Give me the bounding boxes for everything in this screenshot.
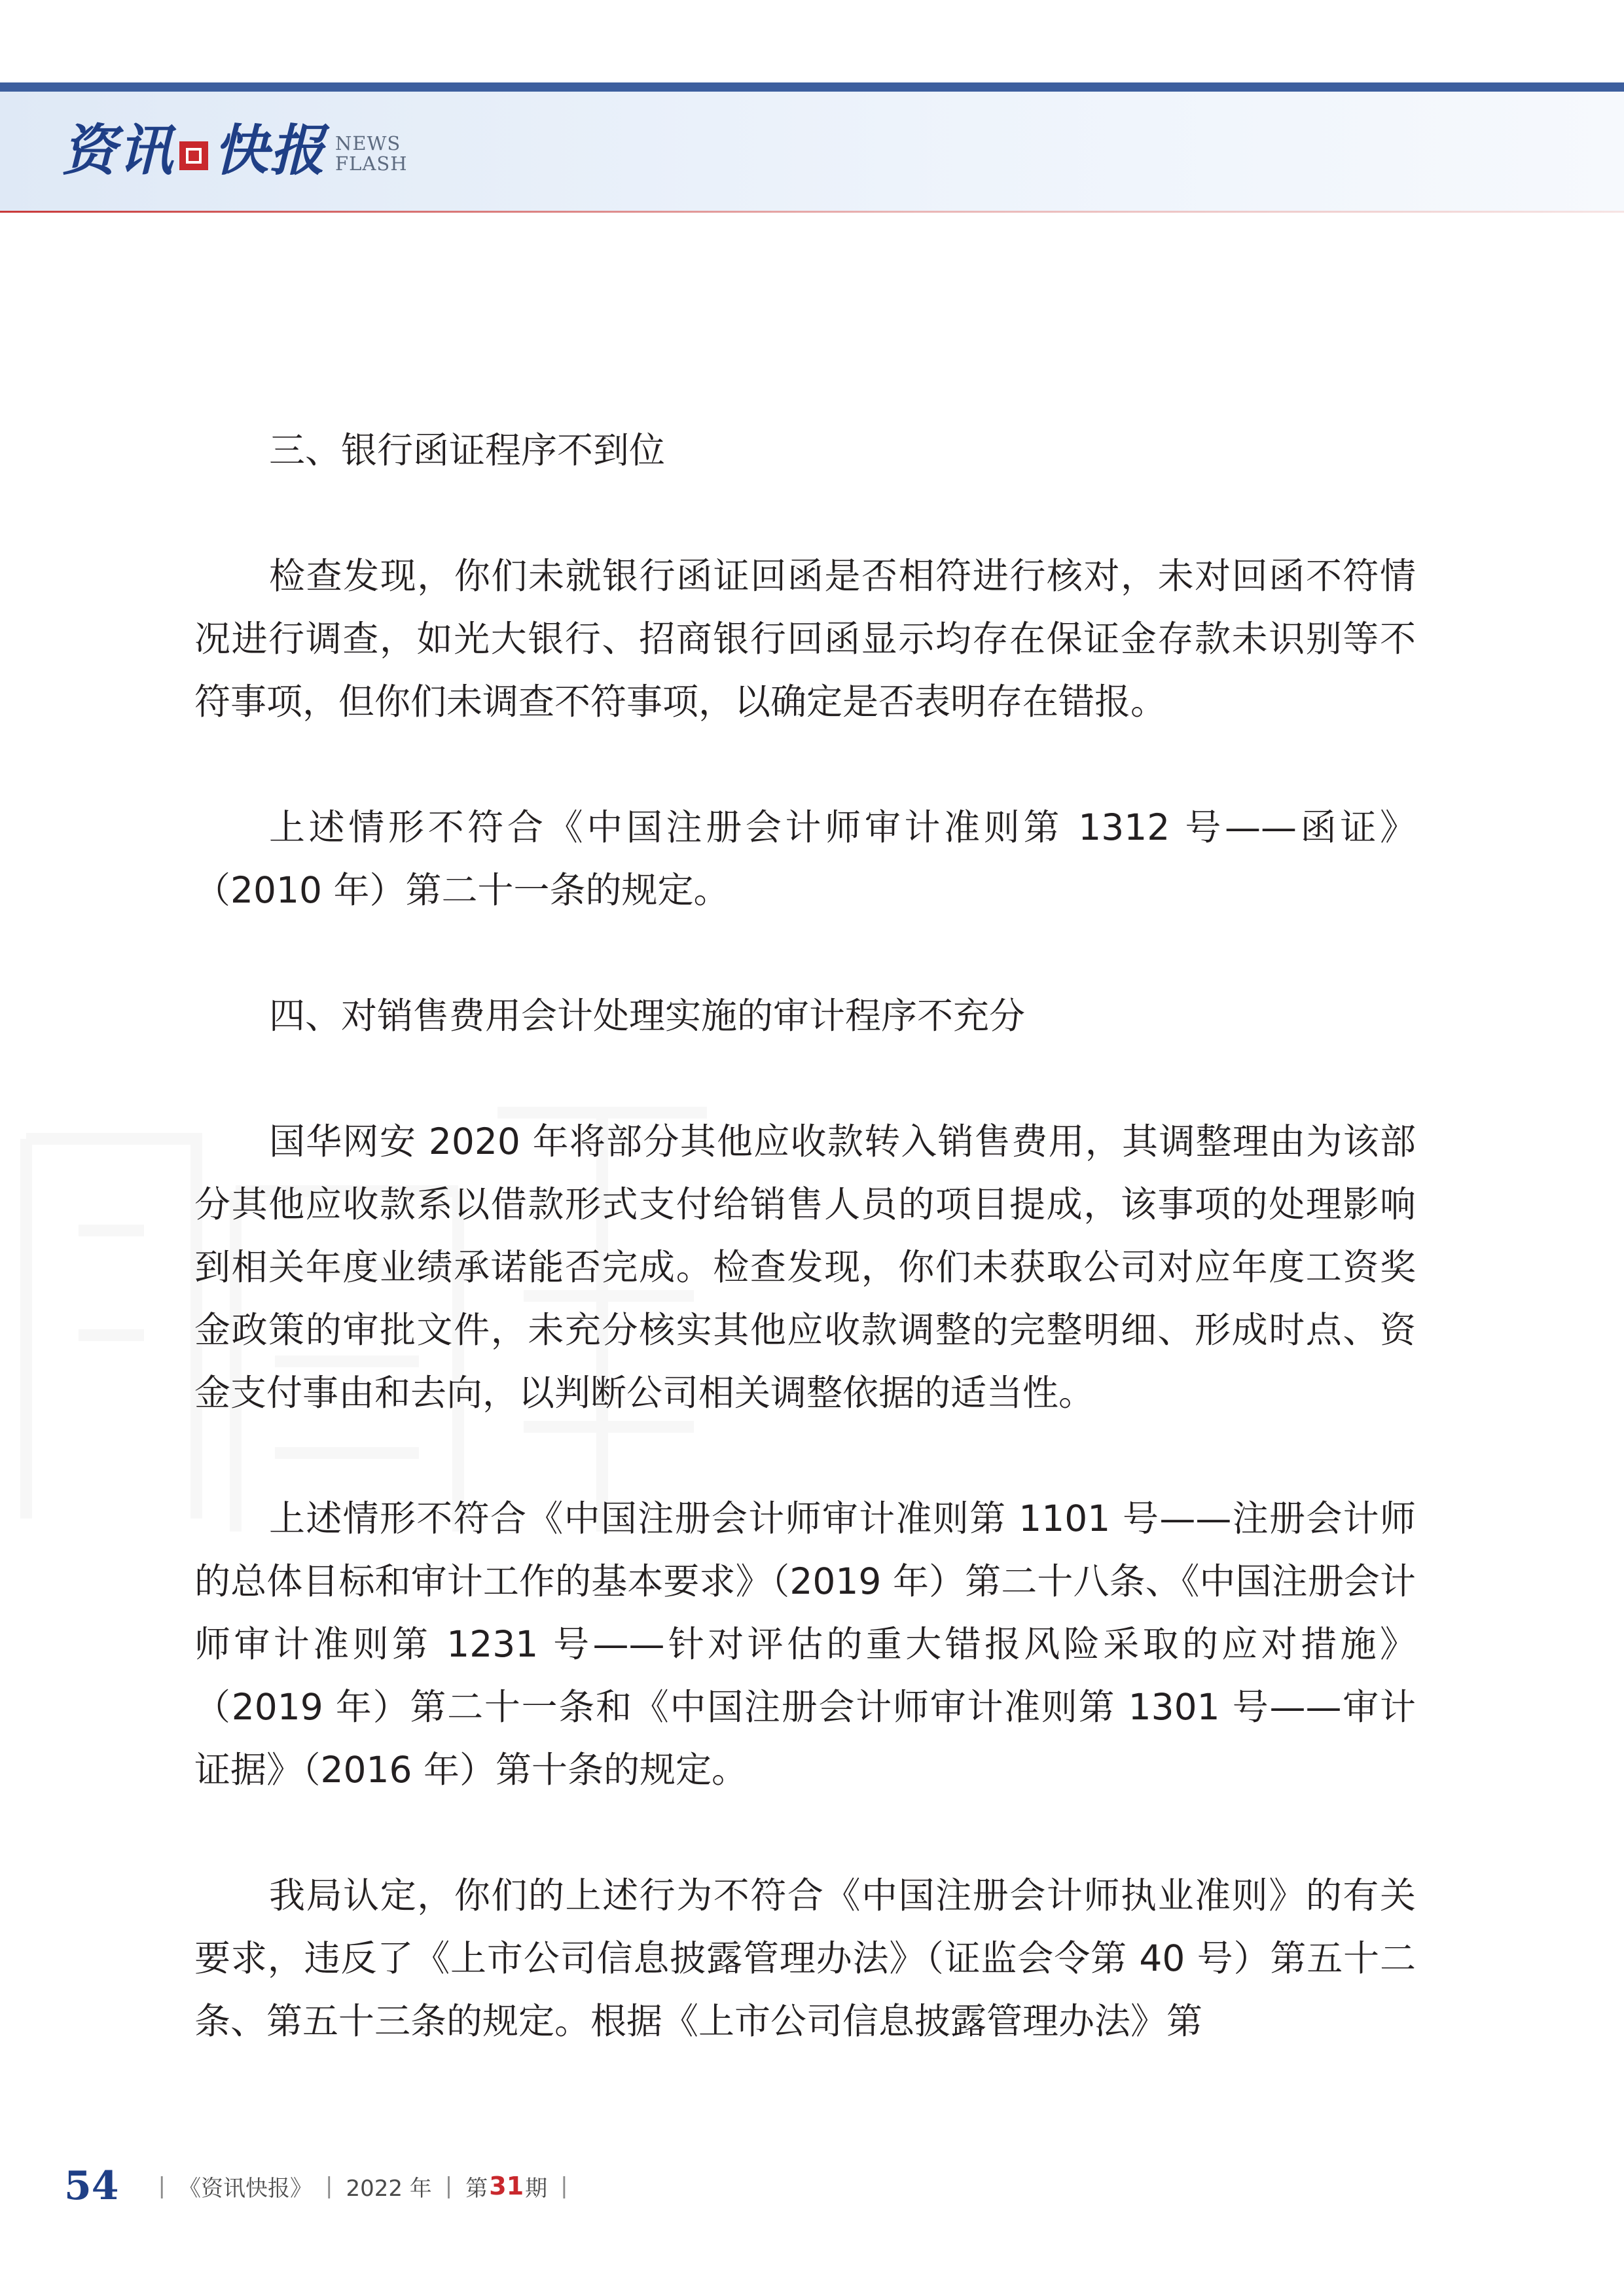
- logo-english: [335, 134, 407, 174]
- publication-logo: [62, 115, 408, 187]
- section-heading-3: 三、银行函证程序不到位: [269, 429, 666, 471]
- logo-english-line2: FLASH: [335, 152, 408, 175]
- page-footer: [64, 2160, 581, 2212]
- logo-text-part2: 快报: [213, 118, 327, 183]
- issue-prefix: 第: [465, 2175, 488, 2202]
- footer-separator: |: [158, 2173, 166, 2199]
- issue-number: 31: [489, 2172, 524, 2200]
- footer-separator: |: [444, 2173, 453, 2199]
- section-heading-4: 四、对销售费用会计处理实施的审计程序不充分: [269, 995, 1026, 1037]
- footer-separator: |: [560, 2173, 568, 2199]
- paragraph-gap: [194, 1424, 1416, 1487]
- header-divider: [0, 211, 1624, 213]
- paragraph-gap: [194, 482, 1416, 545]
- footer-separator: |: [325, 2173, 333, 2199]
- article-body: [194, 419, 1416, 2053]
- paragraph: 国华网安 2020 年将部分其他应收款转入销售费用，其调整理由为该部分其他应收款系以借款形式支付给销售人员的项目提成，该事项的处理影响到相关年度业绩承诺能否完成。检查发现，你们未获取公司对应年度工资奖金政策的审批文件，未充分核实其他应收款调整的完整明细、形成时点、资金支付事由和去向，以判断公司相关调整依据的适当性。: [194, 1121, 1416, 1414]
- page-number: 54: [64, 2163, 119, 2209]
- publication-name: 《资讯快报》: [178, 2175, 312, 2202]
- issue-year: 2022 年: [346, 2175, 432, 2202]
- logo-seal-icon: [179, 141, 208, 170]
- paragraph-gap: [194, 1047, 1416, 1110]
- top-accent-stripe: [0, 82, 1624, 92]
- paragraph-gap: [194, 733, 1416, 796]
- paragraph: 上述情形不符合《中国注册会计师审计准则第 1101 号——注册会计师的总体目标和审计工作的基本要求》（2019 年）第二十八条、《中国注册会计师审计准则第 1231 号——针对评估的重大错报风险采取的应对措施》（2019 年）第二十一条和《中国注册会计师审计准则第 1301 号——审计证据》（2016 年）第十条的规定。: [194, 1498, 1416, 1791]
- logo-english-line1: NEWS: [335, 132, 401, 154]
- paragraph: 我局认定，你们的上述行为不符合《中国注册会计师执业准则》的有关要求，违反了《上市公司信息披露管理办法》（证监会令第 40 号）第五十二条、第五十三条的规定。根据《上市公司信息披露管理办法》第: [194, 1874, 1416, 2042]
- paragraph-gap: [194, 1801, 1416, 1864]
- issue-suffix: 期: [525, 2175, 548, 2202]
- paragraph: 检查发现，你们未就银行函证回函是否相符进行核对，未对回函不符情况进行调查，如光大银行、招商银行回函显示均存在保证金存款未识别等不符事项，但你们未调查不符事项，以确定是否表明存在错报。: [194, 555, 1416, 723]
- logo-text-part1: 资讯: [62, 118, 175, 183]
- paragraph-gap: [194, 922, 1416, 984]
- paragraph: 上述情形不符合《中国注册会计师审计准则第 1312 号——函证》（2010 年）第二十一条的规定。: [194, 806, 1416, 911]
